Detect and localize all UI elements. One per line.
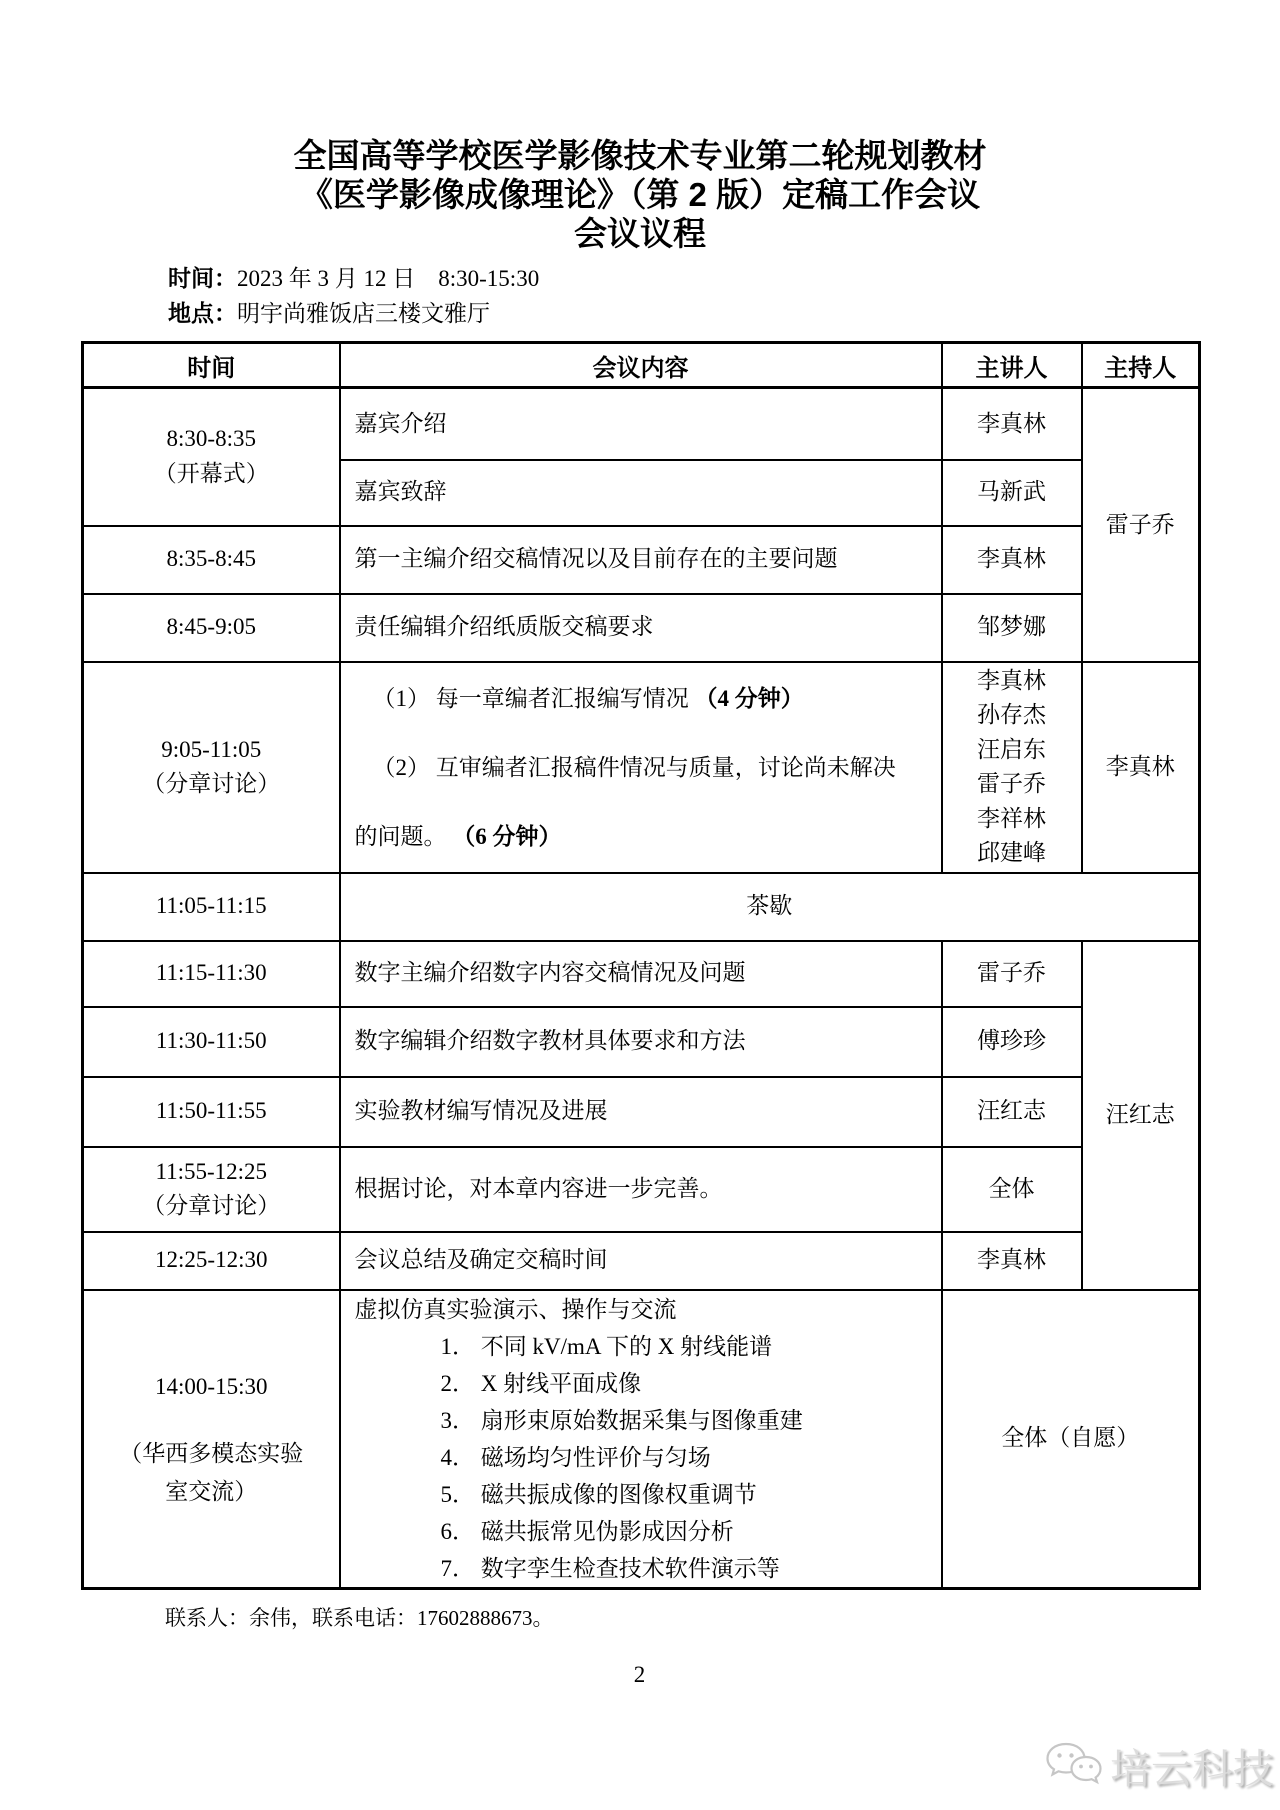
meeting-time-line	[168, 261, 1280, 296]
cell-time-lab-session	[83, 1290, 340, 1589]
line-text: （1） 每一章编者汇报编写情况	[372, 685, 695, 711]
cell-content: 第一主编介绍交稿情况以及目前存在的主要问题	[340, 526, 942, 594]
cell-content: 嘉宾致辞	[340, 460, 942, 526]
demo-list-item: 2． X 射线平面成像	[440, 1370, 642, 1396]
cell-speakers	[942, 662, 1082, 873]
content-line	[355, 733, 927, 802]
content-line	[355, 664, 927, 733]
wechat-icon	[1044, 1739, 1104, 1793]
watermark	[1044, 1736, 1274, 1795]
speaker-name: 汪启东	[977, 736, 1046, 762]
table-row	[83, 388, 1200, 460]
table-row	[83, 1147, 1200, 1232]
time-value: 2023 年 3 月 12 日 8:30-15:30	[237, 266, 540, 291]
time-range: 11:55-12:25	[155, 1158, 268, 1184]
cell-content: 数字编辑介绍数字教材具体要求和方法	[340, 1007, 942, 1077]
time-note: （分章讨论）	[142, 771, 281, 796]
cell-speaker: 李真林	[942, 1232, 1082, 1290]
title-line-3: 会议议程	[574, 215, 706, 252]
cell-speaker: 汪红志	[942, 1077, 1082, 1147]
cell-speaker: 李真林	[942, 388, 1082, 460]
table-row	[83, 594, 1200, 662]
line-text: 的问题。	[354, 823, 453, 849]
table-row	[83, 1232, 1200, 1290]
table-row	[83, 1077, 1200, 1147]
cell-time: 11:15-11:30	[83, 941, 340, 1007]
cell-time-opening	[83, 388, 340, 526]
time-note	[85, 1435, 338, 1511]
time-label: 时间：	[168, 265, 237, 291]
cell-host: 汪红志	[1082, 941, 1200, 1290]
demo-list-item: 6． 磁共振常见伪影成因分析	[440, 1518, 734, 1544]
cell-time-discussion	[83, 662, 340, 873]
line-bold: （4 分钟）	[694, 685, 804, 711]
title-line-2: 《医学影像成像理论》（第 2 版）定稿工作会议	[299, 176, 981, 213]
cell-tea-break: 茶歇	[340, 873, 1200, 941]
cell-speaker: 李真林	[942, 526, 1082, 594]
cell-speaker: 雷子乔	[942, 941, 1082, 1007]
watermark-brand: 培云科技	[1110, 1746, 1274, 1792]
line-bold: （6 分钟）	[452, 823, 562, 849]
speaker-name: 孙存杰	[977, 702, 1046, 727]
demo-list-item: 4． 磁场均匀性评价与匀场	[440, 1444, 711, 1470]
cell-host: 李真林	[1082, 662, 1200, 873]
cell-content: 根据讨论，对本章内容进一步完善。	[340, 1147, 942, 1232]
header-row	[83, 343, 1200, 388]
title-line-1: 全国高等学校医学影像技术专业第二轮规划教材	[293, 137, 987, 174]
header-content: 会议内容	[340, 343, 942, 388]
demo-list-item: 5． 磁共振成像的图像权重调节	[440, 1481, 757, 1507]
header-speaker: 主讲人	[942, 343, 1082, 388]
speaker-name: 李祥林	[977, 805, 1046, 831]
speaker-name: 雷子乔	[977, 771, 1046, 796]
cell-time: 11:50-11:55	[83, 1077, 340, 1147]
header-time: 时间	[83, 343, 340, 388]
line-text: （2） 互审编者汇报稿件情况与质量，讨论尚未解决	[372, 754, 896, 780]
cell-content: 会议总结及确定交稿时间	[340, 1232, 942, 1290]
table-row	[83, 1290, 1200, 1589]
meeting-meta	[168, 261, 1280, 331]
time-note: （分章讨论）	[142, 1193, 281, 1218]
cell-speaker-all: 全体（自愿）	[942, 1290, 1200, 1589]
cell-time: 12:25-12:30	[83, 1232, 340, 1290]
cell-host: 雷子乔	[1082, 388, 1200, 662]
cell-time: 8:35-8:45	[83, 526, 340, 594]
time-note: （开幕式）	[153, 460, 269, 486]
table-row	[83, 873, 1200, 941]
time-range: 8:30-8:35	[166, 426, 256, 452]
cell-time-discussion2	[83, 1147, 340, 1232]
demo-list-item: 1． 不同 kV/mA 下的 X 射线能谱	[440, 1333, 773, 1359]
table-row	[83, 526, 1200, 594]
cell-speaker: 全体	[942, 1147, 1082, 1232]
header-host: 主持人	[1082, 343, 1200, 388]
time-note-line: （华西多模态实验	[119, 1440, 304, 1466]
cell-time: 11:30-11:50	[83, 1007, 340, 1077]
cell-content: 嘉宾介绍	[340, 388, 942, 460]
time-range: 14:00-15:30	[155, 1373, 268, 1399]
speaker-name: 邱建峰	[977, 840, 1046, 865]
cell-time: 11:05-11:15	[83, 873, 340, 941]
content-line	[355, 802, 927, 871]
demo-list-item: 7． 数字孪生检查技术软件演示等	[440, 1555, 780, 1581]
cell-content: 数字主编介绍数字内容交稿情况及问题	[340, 941, 942, 1007]
time-range: 9:05-11:05	[161, 736, 262, 762]
table-row	[83, 662, 1200, 873]
cell-speaker: 邹梦娜	[942, 594, 1082, 662]
time-note-line: 室交流）	[165, 1478, 258, 1504]
place-label: 地点：	[168, 300, 237, 326]
meeting-place-line	[168, 296, 1280, 331]
document-title	[0, 0, 1280, 253]
cell-speaker: 傅珍珍	[942, 1007, 1082, 1077]
demo-list-item: 3． 扇形束原始数据采集与图像重建	[440, 1407, 803, 1433]
cell-content: 责任编辑介绍纸质版交稿要求	[340, 594, 942, 662]
cell-time: 8:45-9:05	[83, 594, 340, 662]
demo-list-title: 虚拟仿真实验演示、操作与交流	[354, 1296, 677, 1322]
contact-line: 联系人：余伟，联系电话：17602888673。	[165, 1605, 554, 1630]
table-row	[83, 1007, 1200, 1077]
speaker-name: 李真林	[977, 667, 1046, 693]
cell-speaker: 马新武	[942, 460, 1082, 526]
agenda-table	[81, 341, 1201, 1590]
cell-content-discussion	[340, 662, 942, 873]
cell-content: 实验教材编写情况及进展	[340, 1077, 942, 1147]
cell-content-demo-list	[340, 1290, 942, 1589]
place-value: 明宇尚雅饭店三楼文雅厅	[237, 301, 490, 326]
table-row	[83, 941, 1200, 1007]
page-number: 2	[633, 1661, 646, 1687]
